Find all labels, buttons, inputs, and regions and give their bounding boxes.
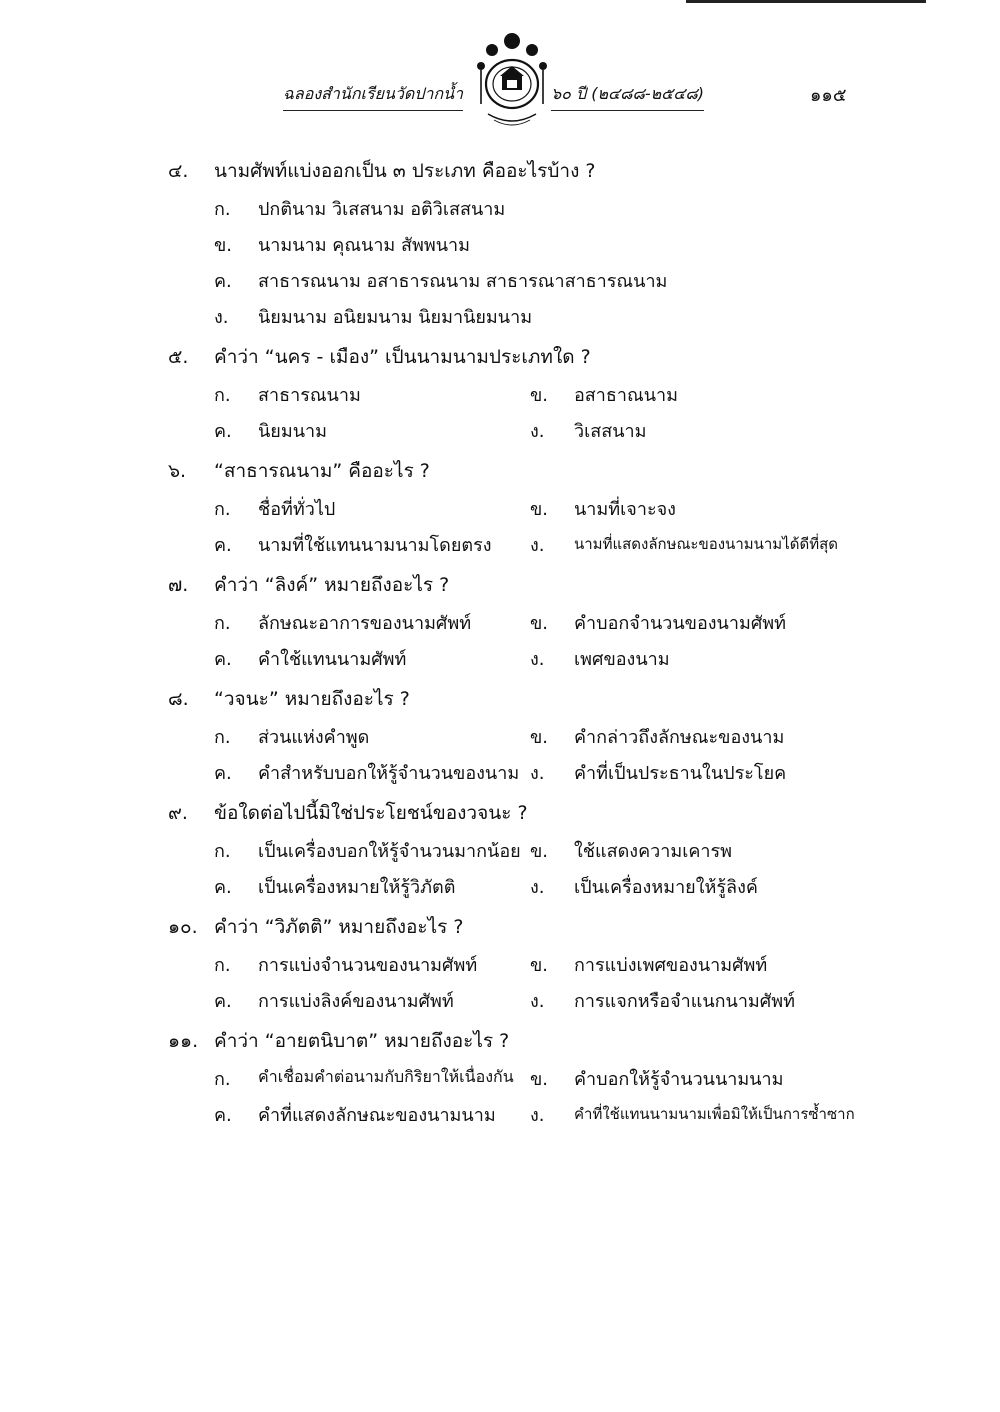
- question-number: ๖.: [168, 460, 187, 482]
- option-row: [0, 608, 1000, 638]
- option-label: ค.: [214, 1105, 232, 1126]
- option-row: [0, 380, 1000, 410]
- option-text: คำที่แสดงลักษณะของนามนาม: [258, 1105, 496, 1126]
- question-number: ๗.: [168, 574, 189, 596]
- option-row: [0, 836, 1000, 866]
- option-label: ข.: [530, 955, 549, 976]
- option-row: [0, 302, 1000, 332]
- option-row: [0, 416, 1000, 446]
- option-row: [0, 758, 1000, 788]
- option-label: ก.: [214, 1069, 231, 1090]
- option-row: [0, 194, 1000, 224]
- question-number: ๑๐.: [168, 916, 198, 938]
- option-text: นิยมนาม: [258, 421, 327, 442]
- option-text: เป็นเครื่องหมายให้รู้ลิงค์: [574, 877, 758, 898]
- question-text: คำว่า “อายตนิบาต” หมายถึงอะไร ?: [214, 1030, 510, 1052]
- option-row: [0, 986, 1000, 1016]
- question-text: คำว่า “วิภัตติ” หมายถึงอะไร ?: [214, 916, 464, 938]
- option-row: [0, 872, 1000, 902]
- option-label: ก.: [214, 199, 231, 220]
- option-row: [0, 494, 1000, 524]
- option-label: ก.: [214, 955, 231, 976]
- option-label: ค.: [214, 991, 232, 1012]
- option-text: การแบ่งจำนวนของนามศัพท์: [258, 955, 478, 976]
- option-label: ค.: [214, 535, 232, 556]
- page-number: ๑๑๕: [810, 85, 847, 106]
- option-label: ข.: [530, 385, 549, 406]
- question-number: ๕.: [168, 346, 189, 368]
- option-label: ค.: [214, 421, 232, 442]
- option-label: ค.: [214, 877, 232, 898]
- option-text: การแบ่งเพศของนามศัพท์: [574, 955, 768, 976]
- option-text: นิยมนาม อนิยมนาม นิยมานิยมนาม: [258, 307, 533, 328]
- option-text: คำเชื่อมคำต่อนามกับกิริยาให้เนื่องกัน: [258, 1067, 514, 1086]
- option-label: ก.: [214, 727, 231, 748]
- option-label: ข.: [530, 727, 549, 748]
- option-label: ก.: [214, 841, 231, 862]
- option-row: [0, 722, 1000, 752]
- option-label: ข.: [530, 499, 549, 520]
- option-text: คำสำหรับบอกให้รู้จำนวนของนาม: [258, 763, 520, 784]
- question-text: คำว่า “นคร - เมือง” เป็นนามนามประเภทใด ?: [214, 346, 591, 368]
- option-label: ง.: [530, 421, 545, 442]
- option-text: คำบอกจำนวนของนามศัพท์: [574, 613, 786, 634]
- option-text: สาธารณนาม: [258, 385, 361, 406]
- option-text: ชื่อที่ทั่วไป: [258, 499, 336, 520]
- question-text: “วจนะ” หมายถึงอะไร ?: [214, 688, 410, 710]
- option-label: ก.: [214, 385, 231, 406]
- option-text: ส่วนแห่งคำพูด: [258, 727, 370, 748]
- option-row: [0, 530, 1000, 560]
- option-row: [0, 644, 1000, 674]
- option-label: ข.: [530, 1069, 549, 1090]
- question-number: ๑๑.: [168, 1030, 199, 1052]
- option-label: ง.: [530, 649, 545, 670]
- option-text: คำกล่าวถึงลักษณะของนาม: [574, 727, 785, 748]
- option-label: ข.: [530, 841, 549, 862]
- option-text: คำบอกให้รู้จำนวนนามนาม: [574, 1069, 784, 1090]
- option-text: คำที่เป็นประธานในประโยค: [574, 763, 787, 784]
- option-text: ลักษณะอาการของนามศัพท์: [258, 613, 472, 634]
- option-row: [0, 230, 1000, 260]
- option-label: ข.: [530, 613, 549, 634]
- option-text: เป็นเครื่องหมายให้รู้วิภัตติ: [258, 877, 456, 898]
- question-number: ๘.: [168, 688, 189, 710]
- option-label: ง.: [530, 991, 545, 1012]
- option-label: ค.: [214, 763, 232, 784]
- option-text: อสาธาณนาม: [574, 385, 678, 406]
- option-label: ก.: [214, 613, 231, 634]
- question-number: ๔.: [168, 160, 189, 182]
- question-text: ข้อใดต่อไปนี้มิใช่ประโยชน์ของวจนะ ?: [214, 802, 528, 824]
- option-label: ง.: [530, 535, 545, 556]
- option-text: ปกตินาม วิเสสนาม อติวิเสสนาม: [258, 199, 506, 220]
- option-label: ข.: [214, 235, 233, 256]
- option-text: วิเสสนาม: [574, 421, 647, 442]
- question-text: “สาธารณนาม” คืออะไร ?: [214, 460, 430, 482]
- option-text: ใช้แสดงความเคารพ: [574, 841, 733, 862]
- option-row: [0, 1100, 1000, 1130]
- option-text: การแบ่งลิงค์ของนามศัพท์: [258, 991, 454, 1012]
- option-label: ง.: [530, 1105, 545, 1126]
- option-row: [0, 950, 1000, 980]
- option-label: ก.: [214, 499, 231, 520]
- question-text: คำว่า “ลิงค์” หมายถึงอะไร ?: [214, 574, 450, 596]
- question-text: นามศัพท์แบ่งออกเป็น ๓ ประเภท คืออะไรบ้าง ?: [214, 160, 596, 182]
- header-anniversary: ๖๐ ปี (๒๔๘๘-๒๕๔๘): [551, 82, 704, 111]
- option-text: นามนาม คุณนาม สัพพนาม: [258, 235, 471, 256]
- option-text: นามที่เจาะจง: [574, 499, 676, 520]
- option-text: สาธารณนาม อสาธารณนาม สาธารณาสาธารณนาม: [258, 271, 668, 292]
- option-text: เป็นเครื่องบอกให้รู้จำนวนมากน้อย: [258, 841, 521, 862]
- option-row: [0, 266, 1000, 296]
- question-number: ๙.: [168, 802, 188, 824]
- option-text: นามที่แสดงลักษณะของนามนามได้ดีที่สุด: [574, 535, 839, 553]
- option-text: การแจกหรือจำแนกนามศัพท์: [574, 991, 795, 1012]
- option-text: คำใช้แทนนามศัพท์: [258, 649, 407, 670]
- option-label: ง.: [530, 877, 545, 898]
- option-text: นามที่ใช้แทนนามนามโดยตรง: [258, 535, 492, 556]
- option-label: ง.: [530, 763, 545, 784]
- option-row: [0, 1064, 1000, 1094]
- option-label: ค.: [214, 271, 232, 292]
- option-label: ง.: [214, 307, 229, 328]
- option-label: ค.: [214, 649, 232, 670]
- option-text: เพศของนาม: [574, 649, 670, 670]
- header-title: ฉลองสำนักเรียนวัดปากน้ำ: [283, 82, 463, 111]
- option-text: คำที่ใช้แทนนามนามเพื่อมิให้เป็นการซ้ำซาก: [574, 1105, 855, 1123]
